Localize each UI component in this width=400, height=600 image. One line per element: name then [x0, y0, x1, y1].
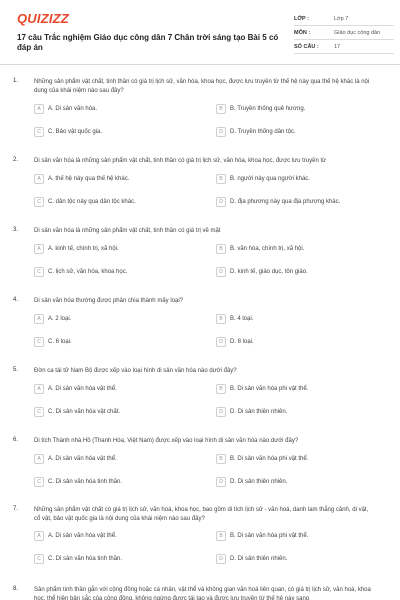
- document-meta: [294, 12, 394, 54]
- option-letter: B: [216, 454, 226, 464]
- meta-key: LỚP :: [294, 15, 309, 22]
- option-letter: D: [216, 407, 226, 417]
- option-text: B. Di sản văn hóa phi vật thể.: [230, 533, 309, 539]
- option-a[interactable]: [34, 173, 194, 185]
- option-c[interactable]: [34, 126, 194, 138]
- option-letter: D: [216, 127, 226, 137]
- option-b[interactable]: [216, 103, 376, 115]
- option-d[interactable]: [216, 266, 376, 278]
- option-text: C. dân tộc này qua dân tộc khác.: [48, 199, 136, 205]
- option-letter: D: [216, 554, 226, 564]
- option-c[interactable]: [34, 553, 194, 565]
- option-letter: D: [216, 337, 226, 347]
- option-text: C. 6 loại.: [48, 339, 72, 345]
- option-letter: C: [34, 407, 44, 417]
- option-a[interactable]: [34, 313, 194, 325]
- option-text: A. Di sản văn hóa vật thể.: [48, 533, 117, 539]
- option-text: A. Di sản văn hóa.: [48, 106, 98, 112]
- option-letter: B: [216, 244, 226, 254]
- question-number: 4.: [13, 297, 19, 303]
- option-letter: C: [34, 127, 44, 137]
- option-letter: D: [216, 267, 226, 277]
- question-text: Sản phẩm tinh thần gắn với cộng đồng hoặc cá nhân, vật thể và không gian văn hoá liên quan, có giá trị lịch sử, văn hoá, khoa học, thể hiện bản sắc của cộng đồng, không ngừng được tái tạo và được lưu truyền từ thế hệ này sang: [34, 587, 371, 600]
- meta-value: 17: [334, 43, 341, 50]
- option-letter: A: [34, 454, 44, 464]
- question-number: 1.: [13, 78, 19, 84]
- option-letter: C: [34, 337, 44, 347]
- option-letter: B: [216, 314, 226, 324]
- option-text: B. Di sản văn hóa phi vật thể.: [230, 386, 309, 392]
- meta-key: MÔN :: [294, 29, 311, 36]
- option-a[interactable]: [34, 530, 194, 542]
- option-b[interactable]: [216, 383, 376, 395]
- option-d[interactable]: [216, 553, 376, 565]
- option-letter: A: [34, 314, 44, 324]
- option-text: D. Di sản thiên nhiên.: [230, 409, 288, 415]
- question-text: Những sản phẩm vật chất, tinh thần có giá trị lịch sử, văn hóa, khoa học, được lưu truyền từ thế hệ này qua thế hệ khác là nội dung của khái niệm nào sau đây?: [34, 79, 370, 94]
- option-text: B. 4 loại.: [230, 316, 254, 322]
- option-text: D. kinh tế, giáo dục, tôn giáo.: [230, 269, 308, 275]
- option-letter: B: [216, 531, 226, 541]
- option-text: C. Di sản văn hóa vật chất.: [48, 409, 121, 415]
- option-b[interactable]: [216, 530, 376, 542]
- option-letter: C: [34, 554, 44, 564]
- option-text: A. 2 loại.: [48, 316, 72, 322]
- document-title: 17 câu Trắc nghiệm Giáo dục công dân 7 Chân trời sáng tạo Bài 5 có đáp án: [17, 33, 279, 52]
- option-text: C. Di sản văn hóa tinh thần.: [48, 479, 123, 485]
- option-letter: D: [216, 197, 226, 207]
- meta-row-class: [294, 12, 394, 26]
- option-letter: B: [216, 174, 226, 184]
- option-letter: C: [34, 477, 44, 487]
- question-number: 5.: [13, 367, 19, 373]
- option-b[interactable]: [216, 453, 376, 465]
- option-a[interactable]: [34, 383, 194, 395]
- question-text: Di sản văn hóa là những sản phẩm vật chất, tinh thần có giá trị lịch sử, văn hóa, khoa học, được lưu truyền từ: [34, 158, 327, 164]
- question-text: Đờn ca tài tử Nam Bộ được xếp vào loại hình di sản văn hóa nào dưới đây?: [34, 368, 237, 374]
- option-letter: A: [34, 531, 44, 541]
- option-text: A. kinh tế, chính trị, xã hội.: [48, 246, 119, 252]
- option-letter: A: [34, 174, 44, 184]
- question-number: 6.: [13, 437, 19, 443]
- option-a[interactable]: [34, 243, 194, 255]
- option-letter: A: [34, 384, 44, 394]
- option-b[interactable]: [216, 313, 376, 325]
- question-text: Di tích Thành nhà Hồ (Thanh Hóa, Việt Nam) được xếp vào loại hình di sản văn hóa nào dưới đây?: [34, 438, 299, 444]
- option-letter: C: [34, 267, 44, 277]
- meta-key: SỐ CÂU :: [294, 43, 319, 50]
- option-text: C. lịch sử, văn hóa, khoa học.: [48, 269, 128, 275]
- option-letter: B: [216, 104, 226, 114]
- option-d[interactable]: [216, 126, 376, 138]
- option-letter: C: [34, 197, 44, 207]
- option-c[interactable]: [34, 266, 194, 278]
- option-a[interactable]: [34, 453, 194, 465]
- option-d[interactable]: [216, 406, 376, 418]
- option-text: A. Di sản văn hóa vật thể.: [48, 456, 117, 462]
- option-text: B. Di sản văn hóa phi vật thể.: [230, 456, 309, 462]
- header-divider: [0, 64, 400, 65]
- option-text: A. thế hệ này qua thế hệ khác.: [48, 176, 130, 182]
- option-b[interactable]: [216, 173, 376, 185]
- question-number: 7.: [13, 506, 19, 512]
- option-text: C. Di sản văn hóa tinh thần.: [48, 556, 123, 562]
- option-letter: D: [216, 477, 226, 487]
- option-text: C. Bảo vật quốc gia.: [48, 129, 103, 135]
- option-c[interactable]: [34, 196, 194, 208]
- meta-value: Lớp 7: [334, 15, 349, 22]
- option-text: D. 8 loại.: [230, 339, 254, 345]
- question-number: 2.: [13, 157, 19, 163]
- meta-row-count: [294, 40, 394, 54]
- option-text: A. Di sản văn hóa vật thể.: [48, 386, 117, 392]
- quizizz-logo: QUIZIZZ: [17, 11, 69, 26]
- option-letter: A: [34, 104, 44, 114]
- option-letter: B: [216, 384, 226, 394]
- question-number: 3.: [13, 227, 19, 233]
- option-c[interactable]: [34, 406, 194, 418]
- option-a[interactable]: [34, 103, 194, 115]
- meta-value: Giáo dục công dân: [334, 29, 381, 36]
- option-letter: A: [34, 244, 44, 254]
- document-header: [0, 0, 400, 62]
- option-d[interactable]: [216, 196, 376, 208]
- option-d[interactable]: [216, 336, 376, 348]
- option-text: D. địa phương này qua địa phương khác.: [230, 199, 341, 205]
- question-text: Di sản văn hóa thường được phân chia thành mấy loại?: [34, 298, 183, 304]
- option-b[interactable]: [216, 243, 376, 255]
- option-text: D. Truyền thống dân tộc.: [230, 129, 296, 135]
- question-text: Những sản phẩm vật chất có giá trị lịch sử, văn hoá, khoa học, bao gồm di tích lịch sử - văn hoá, danh lam thắng cảnh, di vật, cổ vật, bảo vật quốc gia là nội dung của khái niệm nào sau đây?: [34, 507, 369, 522]
- option-text: B. người này qua người khác.: [230, 176, 310, 182]
- meta-row-subject: [294, 26, 394, 40]
- option-text: D. Di sản thiên nhiên.: [230, 479, 288, 485]
- option-text: D. Di sản thiên nhiên.: [230, 556, 288, 562]
- option-d[interactable]: [216, 476, 376, 488]
- question-text: Di sản văn hóa là những sản phẩm vật chất, tinh thần có giá trị về mặt: [34, 228, 221, 234]
- question-number: 8.: [13, 586, 19, 592]
- option-c[interactable]: [34, 336, 194, 348]
- option-text: B. Truyền thống quê hương.: [230, 106, 306, 112]
- option-c[interactable]: [34, 476, 194, 488]
- option-text: B. văn hóa, chính trị, xã hội.: [230, 246, 305, 252]
